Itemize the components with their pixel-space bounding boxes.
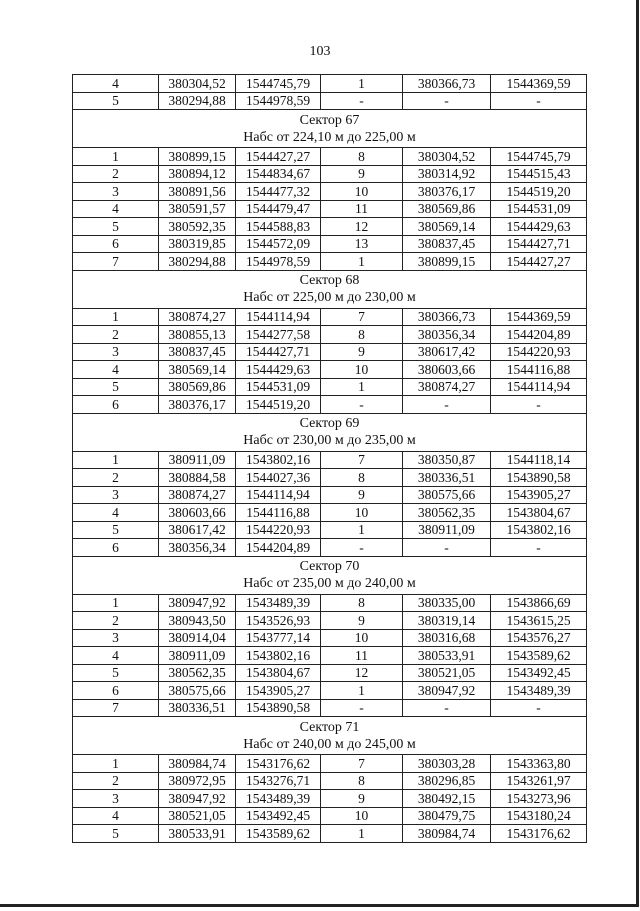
table-row [73,326,587,344]
table-cell-y-coordinate: 1544745,79 [236,75,321,93]
table-cell-y-coordinate: - [491,92,587,110]
table-cell-x-coordinate: 380569,86 [159,378,236,396]
table-cell-x-coordinate: 380562,35 [403,504,491,522]
table-cell-y-coordinate: 1543261,97 [491,772,587,790]
table-cell-point-number: 1 [321,825,403,843]
table-cell-y-coordinate: 1544429,63 [236,361,321,379]
table-row [73,361,587,379]
table-cell-point-number: 1 [321,75,403,93]
table-cell-point-number: 3 [73,343,159,361]
table-cell-y-coordinate: 1543804,67 [491,504,587,522]
table-cell-x-coordinate: 380294,88 [159,253,236,271]
table-cell-point-number: 1 [73,148,159,166]
table-cell-x-coordinate: 380947,92 [159,790,236,808]
table-cell-point-number: 1 [321,253,403,271]
table-cell-x-coordinate: 380562,35 [159,664,236,682]
sector-height-range: Набс от 230,00 м до 235,00 м [243,433,416,448]
table-row [73,772,587,790]
table-cell-y-coordinate: 1544369,59 [491,75,587,93]
table-cell-point-number: 2 [73,165,159,183]
table-cell-point-number: - [321,396,403,414]
table-cell-y-coordinate: 1544479,47 [236,200,321,218]
table-cell-x-coordinate: 380591,57 [159,200,236,218]
table-row [73,165,587,183]
table-cell-y-coordinate: 1544204,89 [491,326,587,344]
table-cell-point-number: 12 [321,218,403,236]
table-cell-x-coordinate: 380914,04 [159,629,236,647]
table-row [73,647,587,665]
table-cell-point-number: 5 [73,825,159,843]
table-cell-y-coordinate: - [491,539,587,557]
table-cell-point-number: 3 [73,486,159,504]
table-cell-y-coordinate: 1543589,62 [236,825,321,843]
sector-title: Сектор 71 [299,719,360,735]
table-cell-y-coordinate: 1544531,09 [491,200,587,218]
table-cell-point-number: 7 [321,755,403,773]
table-cell-x-coordinate: 380617,42 [159,521,236,539]
table-cell-x-coordinate: 380319,14 [403,612,491,630]
table-cell-x-coordinate: 380479,75 [403,807,491,825]
table-cell-point-number: 1 [321,521,403,539]
table-cell-x-coordinate: 380911,09 [159,451,236,469]
sector-height-range: Набс от 225,00 м до 230,00 м [243,290,416,305]
sector-header [73,556,587,594]
table-cell-y-coordinate: 1543489,39 [236,594,321,612]
table-row [73,486,587,504]
table-cell-point-number: 4 [73,504,159,522]
table-cell-point-number: 10 [321,807,403,825]
table-cell-y-coordinate: 1543492,45 [491,664,587,682]
table-cell-y-coordinate: 1544369,59 [491,308,587,326]
table-cell-x-coordinate: 380855,13 [159,326,236,344]
table-cell-x-coordinate: 380492,15 [403,790,491,808]
table-cell-point-number: 8 [321,772,403,790]
table-cell-point-number: 11 [321,200,403,218]
table-cell-y-coordinate: 1543802,16 [236,451,321,469]
table-cell-point-number: 6 [73,235,159,253]
table-cell-x-coordinate: 380376,17 [403,183,491,201]
table-cell-x-coordinate: 380335,00 [403,594,491,612]
table-cell-y-coordinate: 1543890,58 [491,469,587,487]
table-cell-point-number: - [321,92,403,110]
table-row [73,253,587,271]
table-cell-x-coordinate: 380376,17 [159,396,236,414]
sector-title: Сектор 69 [299,416,360,431]
table-row [73,629,587,647]
table-row [73,504,587,522]
table-row [73,200,587,218]
table-cell-x-coordinate: 380294,88 [159,92,236,110]
table-cell-point-number: 1 [321,378,403,396]
table-cell-x-coordinate: 380592,35 [159,218,236,236]
sector-header [73,110,587,148]
table-row [73,825,587,843]
table-cell-x-coordinate: 380569,14 [159,361,236,379]
table-cell-point-number: 7 [73,253,159,271]
sector-height-range: Набс от 224,10 м до 225,00 м [243,129,416,145]
table-cell-y-coordinate: 1543866,69 [491,594,587,612]
table-row [73,469,587,487]
table-row [73,521,587,539]
table-cell-point-number: 11 [321,647,403,665]
table-cell-y-coordinate: 1543180,24 [491,807,587,825]
table-cell-point-number: 7 [321,308,403,326]
table-row [73,451,587,469]
table-cell-x-coordinate: 380569,86 [403,200,491,218]
table-cell-point-number: 5 [73,218,159,236]
table-cell-point-number: 2 [73,772,159,790]
table-cell-y-coordinate: 1543890,58 [236,699,321,717]
table-cell-y-coordinate: 1544118,14 [491,451,587,469]
table-cell-y-coordinate: 1543176,62 [236,755,321,773]
table-cell-x-coordinate: 380303,28 [403,755,491,773]
table-cell-point-number: 6 [73,396,159,414]
table-cell-point-number: 3 [73,183,159,201]
table-cell-x-coordinate: 380521,05 [159,807,236,825]
table-cell-x-coordinate: 380837,45 [159,343,236,361]
table-cell-y-coordinate: 1544745,79 [491,148,587,166]
table-cell-x-coordinate: 380947,92 [159,594,236,612]
table-cell-point-number: 8 [321,469,403,487]
sector-height-range: Набс от 240,00 м до 245,00 м [243,736,416,752]
table-cell-y-coordinate: - [491,396,587,414]
table-cell-y-coordinate: 1543176,62 [491,825,587,843]
table-cell-y-coordinate: 1544204,89 [236,539,321,557]
table-cell-y-coordinate: 1543804,67 [236,664,321,682]
table-cell-point-number: - [321,539,403,557]
table-cell-x-coordinate: 380899,15 [403,253,491,271]
table-row [73,308,587,326]
table-cell-point-number: 8 [321,594,403,612]
table-cell-point-number: 2 [73,469,159,487]
table-cell-y-coordinate: 1544427,71 [236,343,321,361]
table-cell-y-coordinate: 1543802,16 [236,647,321,665]
table-cell-point-number: 1 [73,755,159,773]
table-cell-point-number: 2 [73,326,159,344]
table-cell-x-coordinate: 380296,85 [403,772,491,790]
table-cell-x-coordinate: - [403,92,491,110]
table-cell-x-coordinate: 380304,52 [403,148,491,166]
table-cell-x-coordinate: 380972,95 [159,772,236,790]
table-cell-y-coordinate: 1543489,39 [236,790,321,808]
table-row [73,790,587,808]
table-cell-x-coordinate: 380569,14 [403,218,491,236]
table-cell-point-number: 4 [73,647,159,665]
table-cell-x-coordinate: 380911,09 [159,647,236,665]
table-cell-point-number: 6 [73,682,159,700]
table-row [73,755,587,773]
table-cell-x-coordinate: 380314,92 [403,165,491,183]
table-cell-point-number: 4 [73,807,159,825]
table-cell-x-coordinate: 380874,27 [403,378,491,396]
table-cell-point-number: 4 [73,75,159,93]
table-cell-x-coordinate: 380316,68 [403,629,491,647]
table-cell-x-coordinate: 380837,45 [403,235,491,253]
sector-height-range: Набс от 235,00 м до 240,00 м [243,576,416,591]
table-cell-y-coordinate: 1544220,93 [236,521,321,539]
table-cell-x-coordinate: 380356,34 [403,326,491,344]
table-cell-point-number: 9 [321,612,403,630]
table-cell-point-number: 10 [321,183,403,201]
table-row [73,807,587,825]
table-cell-y-coordinate: 1544572,09 [236,235,321,253]
table-cell-y-coordinate: 1544427,27 [491,253,587,271]
table-cell-y-coordinate: 1544519,20 [491,183,587,201]
table-row [73,75,587,93]
table-cell-y-coordinate: 1543802,16 [491,521,587,539]
table-cell-y-coordinate: 1544515,43 [491,165,587,183]
table-cell-point-number: 9 [321,165,403,183]
table-cell-point-number: 12 [321,664,403,682]
table-cell-point-number: 1 [73,451,159,469]
sector-header-row [73,110,587,148]
table-cell-point-number: 3 [73,629,159,647]
table-cell-point-number: 1 [73,308,159,326]
sector-header [73,717,587,755]
table-cell-x-coordinate: 380894,12 [159,165,236,183]
table-cell-point-number: 7 [321,451,403,469]
table-cell-x-coordinate: 380984,74 [159,755,236,773]
table-row [73,664,587,682]
table-cell-x-coordinate: 380336,51 [403,469,491,487]
table-cell-point-number: 5 [73,92,159,110]
table-cell-point-number: 9 [321,790,403,808]
table-cell-point-number: 5 [73,664,159,682]
table-cell-point-number: 10 [321,629,403,647]
table-cell-point-number: 8 [321,326,403,344]
table-cell-x-coordinate: 380911,09 [403,521,491,539]
table-cell-point-number: - [321,699,403,717]
table-cell-y-coordinate: 1543777,14 [236,629,321,647]
table-cell-x-coordinate: 380874,27 [159,486,236,504]
table-cell-y-coordinate: 1543576,27 [491,629,587,647]
sector-header-row [73,270,587,308]
sector-header-row [73,717,587,755]
table-cell-point-number: 5 [73,378,159,396]
table-cell-point-number: 13 [321,235,403,253]
table-cell-x-coordinate: 380304,52 [159,75,236,93]
table-cell-x-coordinate: 380984,74 [403,825,491,843]
table-row [73,343,587,361]
table-cell-y-coordinate: 1543492,45 [236,807,321,825]
table-cell-y-coordinate: 1543589,62 [491,647,587,665]
table-cell-x-coordinate: 380521,05 [403,664,491,682]
table-cell-x-coordinate: 380575,66 [403,486,491,504]
table-cell-x-coordinate: 380350,87 [403,451,491,469]
table-cell-y-coordinate: 1544519,20 [236,396,321,414]
table-cell-x-coordinate: 380874,27 [159,308,236,326]
table-cell-y-coordinate: 1544277,58 [236,326,321,344]
table-cell-y-coordinate: 1544531,09 [236,378,321,396]
table-cell-point-number: 9 [321,343,403,361]
table-cell-x-coordinate: 380899,15 [159,148,236,166]
table-cell-y-coordinate: 1543905,27 [491,486,587,504]
table-cell-point-number: 5 [73,521,159,539]
sector-title: Сектор 70 [299,559,360,574]
table-cell-y-coordinate: 1543276,71 [236,772,321,790]
table-cell-y-coordinate: 1544978,59 [236,253,321,271]
table-cell-y-coordinate: 1544588,83 [236,218,321,236]
table-cell-y-coordinate: 1544114,94 [236,486,321,504]
table-cell-x-coordinate: - [403,396,491,414]
table-cell-y-coordinate: 1543489,39 [491,682,587,700]
table-cell-x-coordinate: - [403,699,491,717]
coordinates-table [72,74,587,843]
table-cell-y-coordinate: 1543273,96 [491,790,587,808]
table-cell-y-coordinate: 1543905,27 [236,682,321,700]
table-cell-x-coordinate: 380319,85 [159,235,236,253]
table-cell-x-coordinate: 380617,42 [403,343,491,361]
table-cell-y-coordinate: 1544114,94 [236,308,321,326]
table-row [73,612,587,630]
table-cell-x-coordinate: 380533,91 [403,647,491,665]
table-cell-y-coordinate: 1544116,88 [491,361,587,379]
table-cell-y-coordinate: 1544477,32 [236,183,321,201]
coordinates-table-body [73,75,587,843]
table-cell-x-coordinate: 380336,51 [159,699,236,717]
table-cell-y-coordinate: 1543526,93 [236,612,321,630]
table-cell-y-coordinate: 1544427,27 [236,148,321,166]
table-cell-x-coordinate: 380575,66 [159,682,236,700]
table-cell-y-coordinate: 1544834,67 [236,165,321,183]
table-cell-x-coordinate: 380366,73 [403,75,491,93]
table-cell-point-number: 7 [73,699,159,717]
table-row [73,682,587,700]
table-cell-x-coordinate: 380947,92 [403,682,491,700]
table-cell-x-coordinate: 380366,73 [403,308,491,326]
table-cell-y-coordinate: - [491,699,587,717]
sector-header [73,413,587,451]
table-cell-x-coordinate: 380891,56 [159,183,236,201]
table-cell-y-coordinate: 1544116,88 [236,504,321,522]
sector-header [73,270,587,308]
table-cell-point-number: 8 [321,148,403,166]
table-row [73,183,587,201]
table-cell-point-number: 9 [321,486,403,504]
table-cell-point-number: 1 [321,682,403,700]
table-cell-y-coordinate: 1544978,59 [236,92,321,110]
table-cell-point-number: 4 [73,200,159,218]
table-cell-x-coordinate: - [403,539,491,557]
table-cell-y-coordinate: 1544427,71 [491,235,587,253]
table-cell-x-coordinate: 380884,58 [159,469,236,487]
table-cell-x-coordinate: 380533,91 [159,825,236,843]
table-cell-y-coordinate: 1544429,63 [491,218,587,236]
table-row [73,235,587,253]
table-cell-x-coordinate: 380603,66 [159,504,236,522]
table-cell-point-number: 6 [73,539,159,557]
table-row [73,699,587,717]
table-cell-point-number: 1 [73,594,159,612]
table-row [73,148,587,166]
table-row [73,92,587,110]
table-cell-y-coordinate: 1544027,36 [236,469,321,487]
table-row [73,594,587,612]
sector-header-row [73,556,587,594]
sector-header-row [73,413,587,451]
table-row [73,396,587,414]
table-cell-y-coordinate: 1544220,93 [491,343,587,361]
table-row [73,378,587,396]
table-cell-point-number: 2 [73,612,159,630]
table-row [73,539,587,557]
table-cell-y-coordinate: 1543363,80 [491,755,587,773]
table-cell-point-number: 10 [321,504,403,522]
sector-title: Сектор 68 [299,273,360,288]
table-cell-x-coordinate: 380943,50 [159,612,236,630]
table-cell-point-number: 4 [73,361,159,379]
page-number: 103 [309,44,331,59]
table-row [73,218,587,236]
table-cell-point-number: 3 [73,790,159,808]
table-cell-y-coordinate: 1543615,25 [491,612,587,630]
table-cell-x-coordinate: 380356,34 [159,539,236,557]
table-cell-y-coordinate: 1544114,94 [491,378,587,396]
table-cell-point-number: 10 [321,361,403,379]
sector-title: Сектор 67 [299,112,360,128]
table-cell-x-coordinate: 380603,66 [403,361,491,379]
